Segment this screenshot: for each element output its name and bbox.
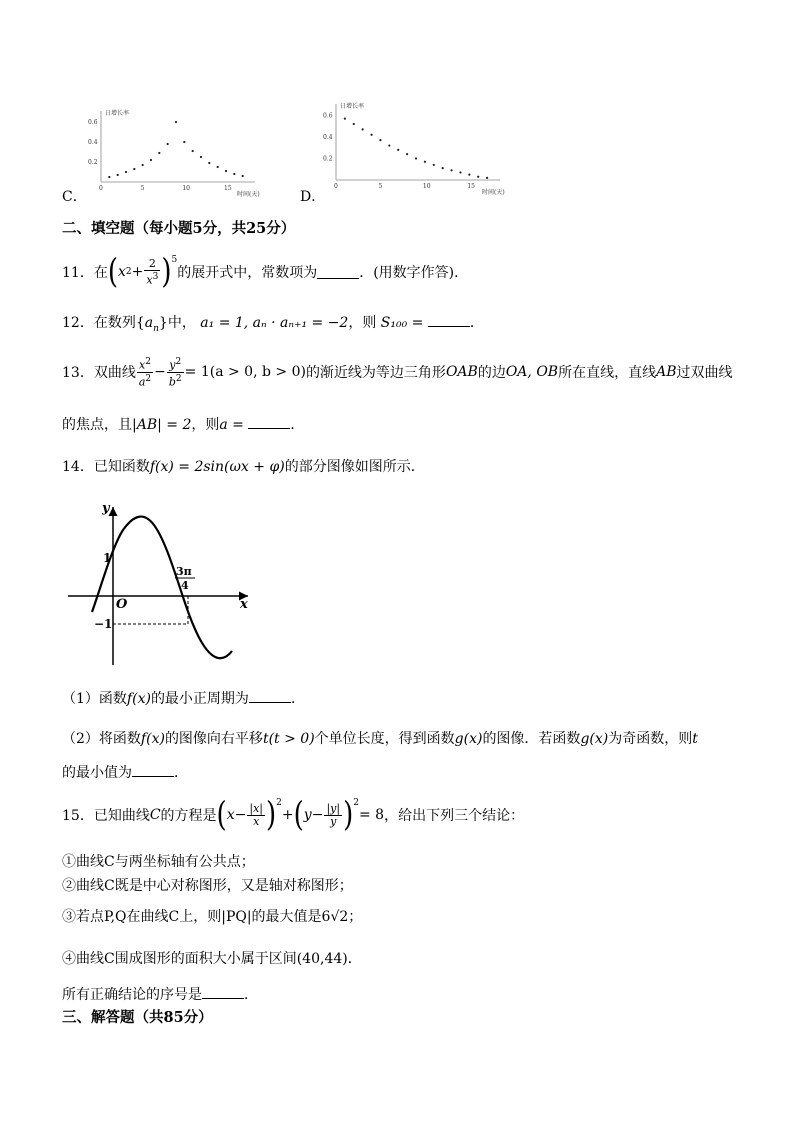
conclusion-4: ④曲线C围成图形的面积大小属于区间(40,44)． bbox=[62, 951, 362, 967]
chart-c-point bbox=[242, 175, 244, 177]
question-14-part1: （1）函数f(x)的最小正周期为 ． bbox=[62, 691, 305, 707]
tick-3pi-num: 3π bbox=[176, 565, 192, 578]
chart-c-ytick: 0.4 bbox=[88, 139, 98, 146]
option-d-label: D． bbox=[300, 189, 326, 205]
chart-d-point bbox=[415, 157, 417, 159]
conclusion-2: ②曲线C既是中心对称图形，又是轴对称图形； bbox=[62, 878, 353, 894]
chart-c-point bbox=[117, 174, 119, 176]
origin-label: O bbox=[116, 597, 128, 612]
chart-c bbox=[85, 102, 275, 202]
question-14: 14．已知函数f(x) = 2sin(ωx + φ)的部分图像如图所示． bbox=[62, 459, 425, 475]
chart-d-xtick: 0 bbox=[334, 183, 338, 190]
chart-c-point bbox=[200, 156, 202, 158]
conclusion-3: ③若点P,Q在曲线C上，则|PQ|的最大值是6√2； bbox=[62, 909, 363, 925]
conclusion-1: ①曲线C与两坐标轴有公共点； bbox=[62, 854, 255, 870]
chart-d-point bbox=[353, 123, 355, 125]
chart-c-ylabel: 日增长率 bbox=[105, 110, 130, 117]
question-14-part2-line2: 的最小值为 ． bbox=[62, 765, 188, 781]
chart-d bbox=[320, 95, 520, 200]
chart-c-point bbox=[208, 162, 210, 164]
chart-c-point bbox=[150, 159, 152, 161]
chart-d-point bbox=[406, 153, 408, 155]
chart-c-point bbox=[225, 170, 227, 172]
chart-c-xtick: 15 bbox=[224, 185, 232, 192]
question-14-part2: （2）将函数f(x)的图像向右平移t(t > 0)个单位长度，得到函数g(x)的图像．若函数g(x)为奇函数，则t bbox=[62, 731, 698, 747]
question-12: 12．在数列$\{a_n\}$中， a₁ = 1, aₙ · aₙ₊₁ = −2，则 S₁₀₀ = ． bbox=[62, 315, 484, 334]
chart-d-ytick: 0.6 bbox=[323, 112, 333, 120]
chart-c-point bbox=[217, 166, 219, 168]
chart-d-point bbox=[379, 139, 381, 141]
tick-1: 1 bbox=[103, 551, 112, 565]
chart-d-point bbox=[442, 167, 444, 169]
chart-c-xtick: 5 bbox=[140, 185, 145, 192]
chart-d-point bbox=[433, 164, 435, 166]
chart-d-point bbox=[450, 169, 452, 171]
chart-d-point bbox=[486, 177, 488, 179]
chart-d-xtick: 10 bbox=[422, 183, 431, 190]
chart-c-ytick: 0.6 bbox=[88, 119, 98, 126]
question-15-final: 所有正确结论的序号是 ． bbox=[62, 987, 258, 1003]
chart-c-xtick: 0 bbox=[99, 185, 103, 192]
chart-d-point bbox=[370, 134, 372, 136]
chart-d-ylabel: 日增长率 bbox=[340, 103, 365, 110]
tick-3pi-den: 4 bbox=[181, 579, 189, 592]
chart-d-xlabel: 时间(天) bbox=[482, 189, 505, 196]
option-c-label: C． bbox=[62, 189, 87, 205]
chart-d-point bbox=[362, 128, 364, 130]
chart-d-point bbox=[477, 176, 479, 178]
chart-c-point bbox=[183, 141, 185, 143]
question-13: 13．双曲线 $\frac{x^2}{a^2}$ − $\frac{y^2}{b^2}$ = 1(a > 0, b > 0) 的渐近线为等边三角形 OAB 的边 OA, OB 所在直线，直线 AB 过双曲线 bbox=[62, 356, 733, 389]
chart-d-ytick: 0.2 bbox=[323, 155, 333, 163]
chart-c-point bbox=[175, 121, 177, 123]
x-label: x bbox=[240, 597, 248, 612]
chart-c-point bbox=[142, 164, 144, 166]
chart-d-point bbox=[468, 174, 470, 176]
chart-d-xtick: 15 bbox=[467, 183, 475, 190]
question-11: 11．在 ( x 2 + $\frac{2}{x^3}$ ) $^5$ 的展开式中，常数项为 ．(用数字作答)． bbox=[62, 252, 469, 292]
chart-d-point bbox=[424, 161, 426, 163]
chart-c-point bbox=[158, 152, 160, 154]
chart-c-point bbox=[233, 173, 235, 175]
chart-d-point bbox=[388, 144, 390, 146]
chart-d-ytick: 0.4 bbox=[323, 133, 333, 141]
chart-c-point bbox=[108, 176, 110, 178]
question-13-line2: 的焦点，且|AB| = 2，则a = ． bbox=[62, 417, 305, 433]
chart-c-point bbox=[125, 171, 127, 173]
sine-graph bbox=[60, 495, 255, 670]
chart-d-point bbox=[459, 171, 461, 173]
chart-c-xlabel: 时间(天) bbox=[237, 191, 260, 198]
question-15: 15．已知曲线 C 的方程是 ( x − $\frac{|x|}{x}$ ) $^2$ + ( y − $\frac{|y|}{y}$ ) $^2$ = 8 ，给出下列三个结论： bbox=[62, 795, 525, 835]
chart-c-point bbox=[192, 150, 194, 152]
tick-neg1: −1 bbox=[94, 617, 113, 631]
chart-c-point bbox=[133, 168, 135, 170]
section-3-heading: 三、解答题（共85分） bbox=[62, 1009, 213, 1026]
chart-c-point bbox=[167, 143, 169, 145]
chart-d-point bbox=[397, 149, 399, 151]
chart-d-xtick: 5 bbox=[378, 183, 383, 190]
section-2-heading: 二、填空题（每小题5分，共25分） bbox=[62, 220, 296, 237]
chart-c-ytick: 0.2 bbox=[88, 159, 98, 166]
y-label: y bbox=[102, 501, 110, 516]
chart-d-point bbox=[344, 118, 346, 120]
chart-c-xtick: 10 bbox=[182, 185, 190, 192]
